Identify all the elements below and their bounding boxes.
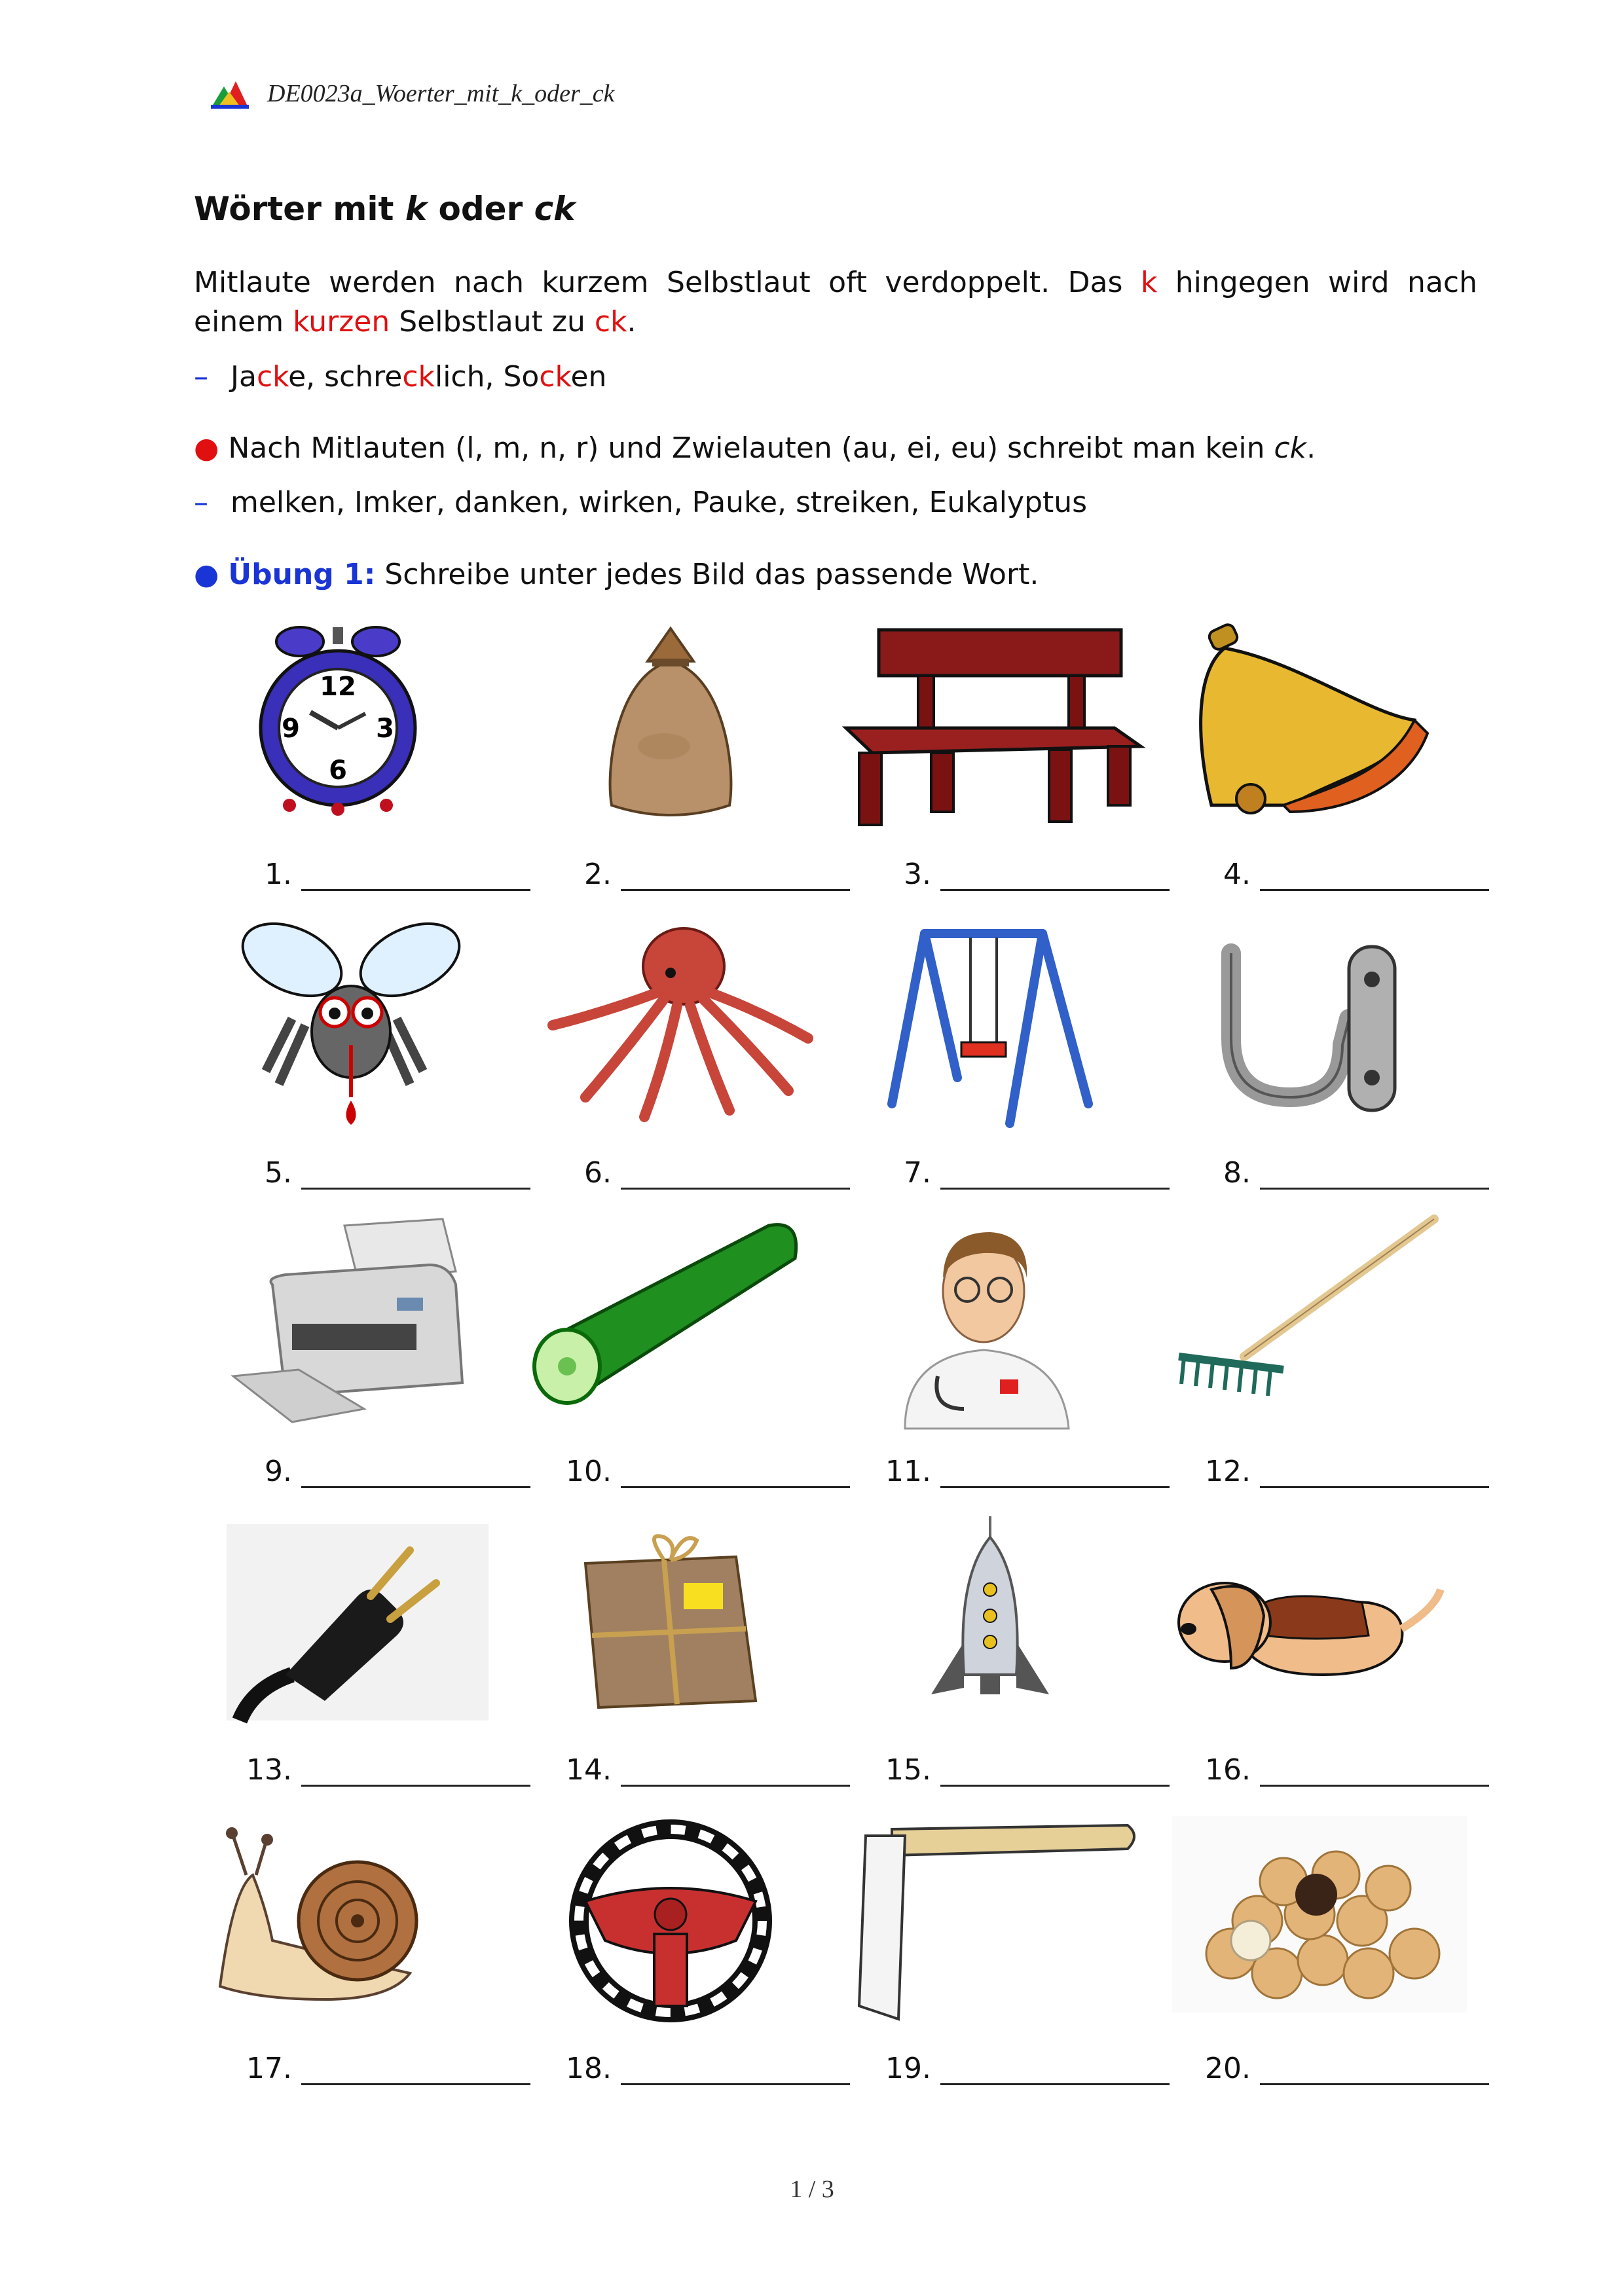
- document-filename: DE0023a_Woerter_mit_k_oder_ck: [267, 80, 615, 107]
- item-number: 13.: [246, 1753, 292, 1787]
- answer-line[interactable]: [1260, 889, 1489, 891]
- exercise-item: [1153, 1212, 1467, 1511]
- item-number: 15.: [885, 1753, 931, 1787]
- mosquito-icon: [194, 914, 508, 1137]
- exercise-item: [833, 1511, 1147, 1810]
- exercise-item: [194, 914, 508, 1212]
- item-number: 5.: [265, 1156, 292, 1190]
- octopus-icon: [513, 914, 828, 1137]
- item-number: 16.: [1205, 1753, 1251, 1787]
- svg-text:3: 3: [376, 714, 394, 744]
- answer-line[interactable]: [1260, 1188, 1489, 1190]
- example-words-k: – melken, Imker, danken, wirken, Pauke, streiken, Eukalyptus: [194, 486, 1088, 519]
- answer-line[interactable]: [621, 1188, 850, 1190]
- cucumber-icon: [513, 1212, 828, 1435]
- answer-line[interactable]: [940, 1785, 1170, 1787]
- item-number: 20.: [1205, 2052, 1251, 2085]
- page-title: Wörter mit k oder ck: [194, 190, 576, 228]
- page-header: [210, 77, 615, 110]
- item-number: 1.: [265, 858, 292, 891]
- answer-line[interactable]: [301, 1486, 530, 1488]
- item-number: 11.: [885, 1455, 931, 1488]
- exercise-item: [833, 914, 1147, 1212]
- exercise-item: [513, 1511, 828, 1810]
- printer-icon: [194, 1212, 508, 1435]
- exercise-item: [1153, 615, 1467, 914]
- exercise-item: [513, 1810, 828, 2108]
- rule-no-ck: ● Nach Mitlauten (l, m, n, r) und Zwielauten (au, ei, eu) schreibt man kein ck.: [194, 431, 1316, 465]
- answer-line[interactable]: [621, 2083, 850, 2085]
- bench-icon: [833, 615, 1147, 838]
- package-icon: [513, 1511, 828, 1734]
- item-number: 10.: [566, 1455, 612, 1488]
- exercise-item: [1153, 1810, 1467, 2108]
- biscuits-icon: [1153, 1810, 1467, 2032]
- answer-line[interactable]: [940, 1188, 1170, 1190]
- exercise-item: [1153, 914, 1467, 1212]
- logo-icon: [210, 77, 250, 110]
- answer-line[interactable]: [940, 1486, 1170, 1488]
- item-number: 6.: [584, 1156, 612, 1190]
- item-number: 7.: [904, 1156, 931, 1190]
- answer-line[interactable]: [621, 889, 850, 891]
- swing-icon: [833, 914, 1147, 1137]
- steering-wheel-icon: [513, 1810, 828, 2032]
- exercise-item: [833, 615, 1147, 914]
- doctor-icon: [833, 1212, 1147, 1435]
- answer-line[interactable]: [1260, 2083, 1489, 2085]
- item-number: 12.: [1205, 1455, 1251, 1488]
- dog-icon: [1153, 1511, 1467, 1734]
- rocket-icon: [833, 1511, 1147, 1734]
- exercise-item: [194, 615, 508, 914]
- snail-icon: [194, 1810, 508, 2032]
- example-words-ck: – Jacke, schrecklich, Socken: [194, 360, 607, 393]
- svg-text:6: 6: [329, 756, 347, 786]
- answer-line[interactable]: [1260, 1785, 1489, 1787]
- answer-line[interactable]: [940, 2083, 1170, 2085]
- item-number: 3.: [904, 858, 931, 891]
- answer-line[interactable]: [301, 1188, 530, 1190]
- exercise-item: [513, 615, 828, 914]
- item-number: 9.: [265, 1455, 292, 1488]
- exercise-item: [833, 1810, 1147, 2108]
- exercise-item: [513, 914, 828, 1212]
- exercise-item: [833, 1212, 1147, 1511]
- answer-line[interactable]: [301, 889, 530, 891]
- sack-icon: [513, 615, 828, 838]
- intro-paragraph: Mitlaute werden nach kurzem Selbstlaut oft verdoppelt. Das k hingegen wird nach einem kurzen Selbstlaut zu ck.: [194, 266, 1477, 338]
- item-number: 14.: [566, 1753, 612, 1787]
- answer-line[interactable]: [940, 889, 1170, 891]
- answer-line[interactable]: [301, 2083, 530, 2085]
- alarm-clock-icon: [194, 615, 508, 838]
- item-number: 18.: [566, 2052, 612, 2085]
- item-number: 2.: [584, 858, 612, 891]
- answer-line[interactable]: [621, 1785, 850, 1787]
- svg-text:9: 9: [282, 714, 300, 744]
- exercise-instruction: ● Übung 1: Schreibe unter jedes Bild das passende Wort.: [194, 558, 1039, 591]
- rake-icon: [1153, 1212, 1467, 1435]
- item-number: 8.: [1223, 1156, 1251, 1190]
- item-number: 4.: [1223, 858, 1251, 891]
- plug-icon: [194, 1511, 508, 1734]
- hoe-icon: [833, 1810, 1147, 2032]
- bell-icon: [1153, 615, 1467, 838]
- exercise-item: [513, 1212, 828, 1511]
- svg-text:12: 12: [320, 672, 356, 702]
- item-number: 17.: [246, 2052, 292, 2085]
- exercise-item: [194, 1212, 508, 1511]
- answer-line[interactable]: [301, 1785, 530, 1787]
- hook-icon: [1153, 914, 1467, 1137]
- item-number: 19.: [885, 2052, 931, 2085]
- exercise-item: [194, 1511, 508, 1810]
- exercise-item: [1153, 1511, 1467, 1810]
- answer-line[interactable]: [621, 1486, 850, 1488]
- page-number: 1 / 3: [790, 2176, 834, 2203]
- answer-line[interactable]: [1260, 1486, 1489, 1488]
- exercise-item: [194, 1810, 508, 2108]
